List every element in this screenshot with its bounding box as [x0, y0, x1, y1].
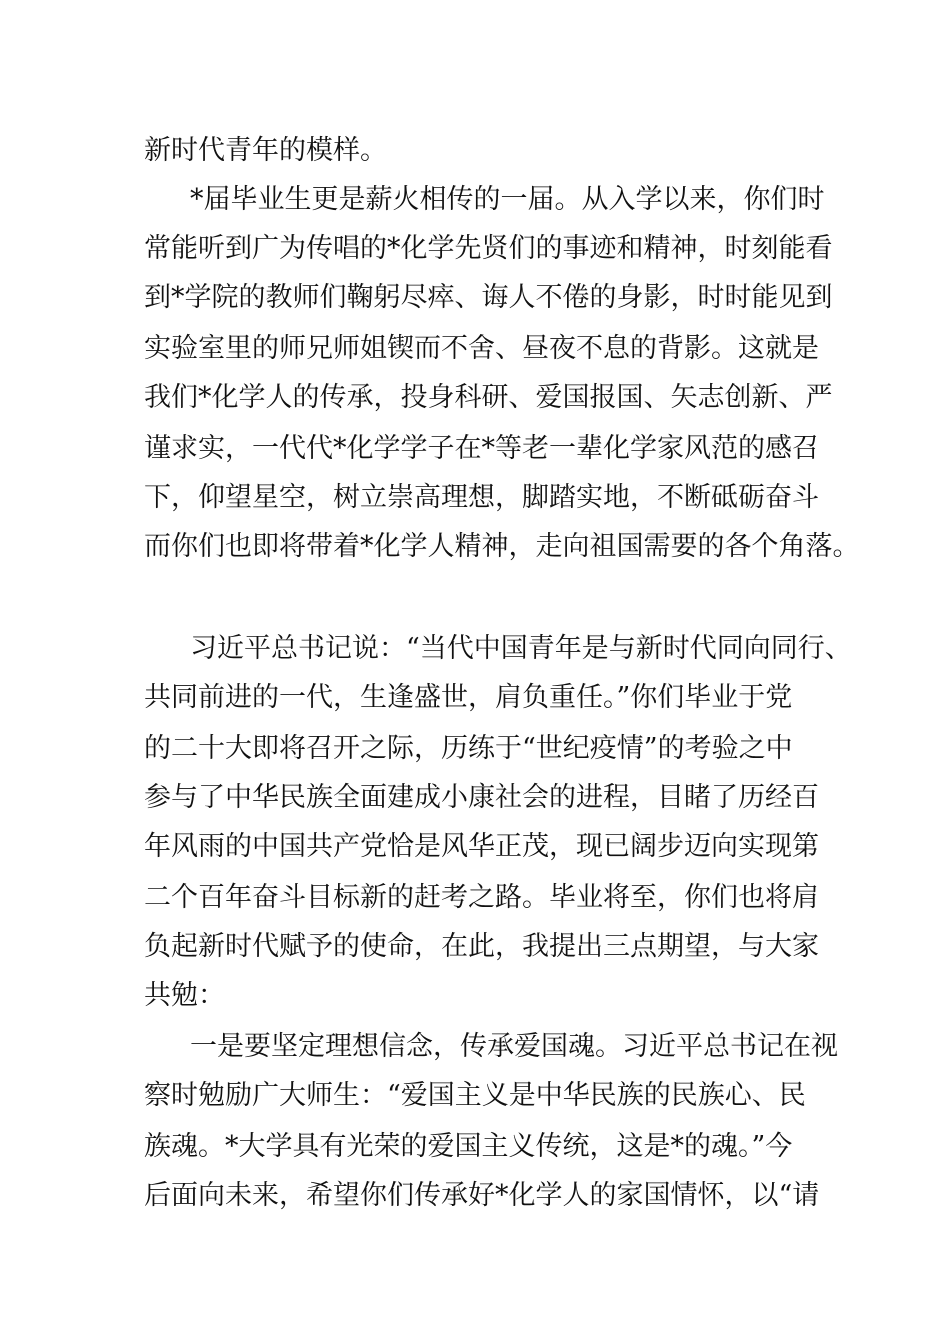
text-line: 负起新时代赋予的使命，在此，我提出三点期望，与大家 — [144, 931, 819, 962]
text-line: 共勉： — [144, 980, 225, 1011]
text-line: 年风雨的中国共产党恰是风华正茂，现已阔步迈向实现第 — [144, 831, 819, 862]
text-line: *届毕业生更是薪火相传的一届。从入学以来，你们时 — [190, 184, 825, 215]
text-line: 察时勉励广大师生：“爱国主义是中华民族的民族心、民 — [144, 1080, 806, 1111]
text-line: 族魂。*大学具有光荣的爱国主义传统，这是*的魂。”今 — [144, 1131, 793, 1162]
text-line: 常能听到广为传唱的*化学先贤们的事迹和精神，时刻能看 — [144, 233, 833, 264]
text-line: 新时代青年的模样。 — [144, 135, 387, 166]
text-line: 到*学院的教师们鞠躬尽瘁、诲人不倦的身影，时时能见到 — [144, 282, 833, 313]
text-line: 而你们也即将带着*化学人精神，走向祖国需要的各个角落。 — [144, 531, 860, 562]
text-line: 实验室里的师兄师姐锲而不舍、昼夜不息的背影。这就是 — [144, 333, 819, 364]
text-line: 共同前进的一代，生逢盛世，肩负重任。”你们毕业于党 — [144, 682, 793, 713]
text-line: 一是要坚定理想信念，传承爱国魂。习近平总书记在视 — [190, 1031, 838, 1062]
text-line: 二个百年奋斗目标新的赶考之路。毕业将至，你们也将肩 — [144, 882, 819, 913]
text-line: 的二十大即将召开之际，历练于“世纪疫情”的考验之中 — [144, 733, 793, 764]
text-line: 我们*化学人的传承，投身科研、爱国报国、矢志创新、严 — [144, 382, 833, 413]
text-line: 后面向未来，希望你们传承好*化学人的家国情怀，以“请 — [144, 1180, 820, 1211]
text-line: 习近平总书记说：“当代中国青年是与新时代同向同行、 — [190, 633, 852, 664]
text-line: 参与了中华民族全面建成小康社会的进程，目睹了历经百 — [144, 782, 819, 813]
text-line: 谨求实，一代代*化学学子在*等老一辈化学家风范的感召 — [144, 433, 819, 464]
text-line: 下，仰望星空，树立崇高理想，脚踏实地，不断砥砺奋斗 — [144, 482, 819, 513]
